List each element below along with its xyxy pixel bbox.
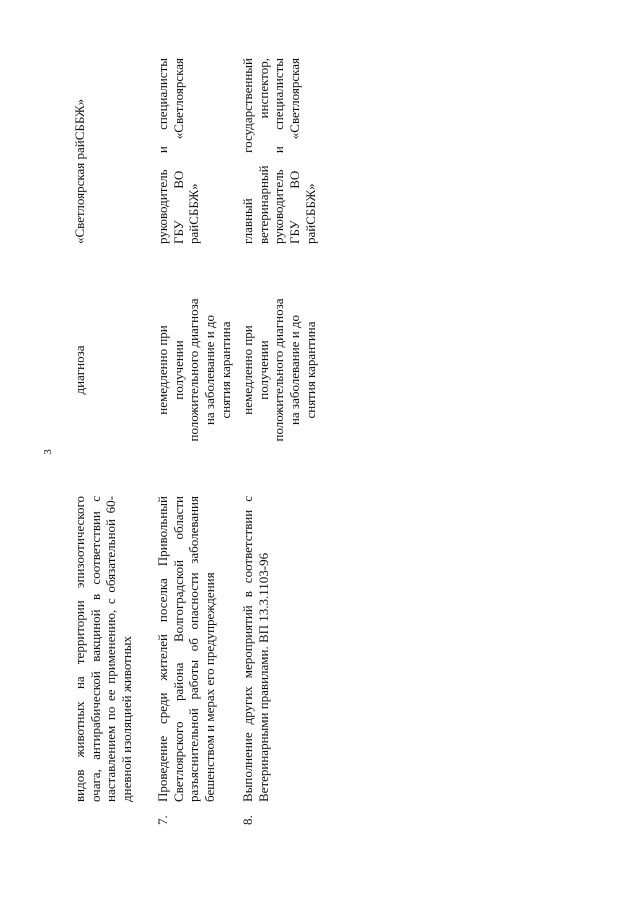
deadline-cell: немедленно при получении положительного диагноза на заболевание и до снятия карантина [240,298,318,442]
responsible-cell: руководитель и специалисты ГБУ ВО «Светлоярская райСББЖ» [155,58,202,244]
deadline-cell: немедленно при получении положительного диагноза на заболевание и до снятия карантина [155,298,233,442]
page-number: 3 [42,449,54,455]
responsible-cell: «Светлоярская райСББЖ» [72,98,87,244]
row-number: 7. [155,815,170,825]
responsible-cell: главный государственный ветеринарный инспектор, руководитель и специалисты ГБУ ВО «Светлоярская райСББЖ» [240,58,318,244]
row-number: 8. [240,815,255,825]
deadline-cell: диагноза [72,345,87,395]
activity-cell: Проведение среди жителей поселка Привольный Светлоярского района Волгоградской области разъяснительной работы об опасности заболевания бешенством и мерах его предупреждения [155,496,218,802]
activity-cell: видов животных на территории эпизоотического очага, антирабической вакциной в соответствии с наставлением по ее применению, с обязательной 60-дневной изоляцией животных [72,496,135,802]
activity-cell: Выполнение других мероприятий в соответствии с Ветеринарными правилами. ВП 13.3.1103-96 [240,496,271,802]
